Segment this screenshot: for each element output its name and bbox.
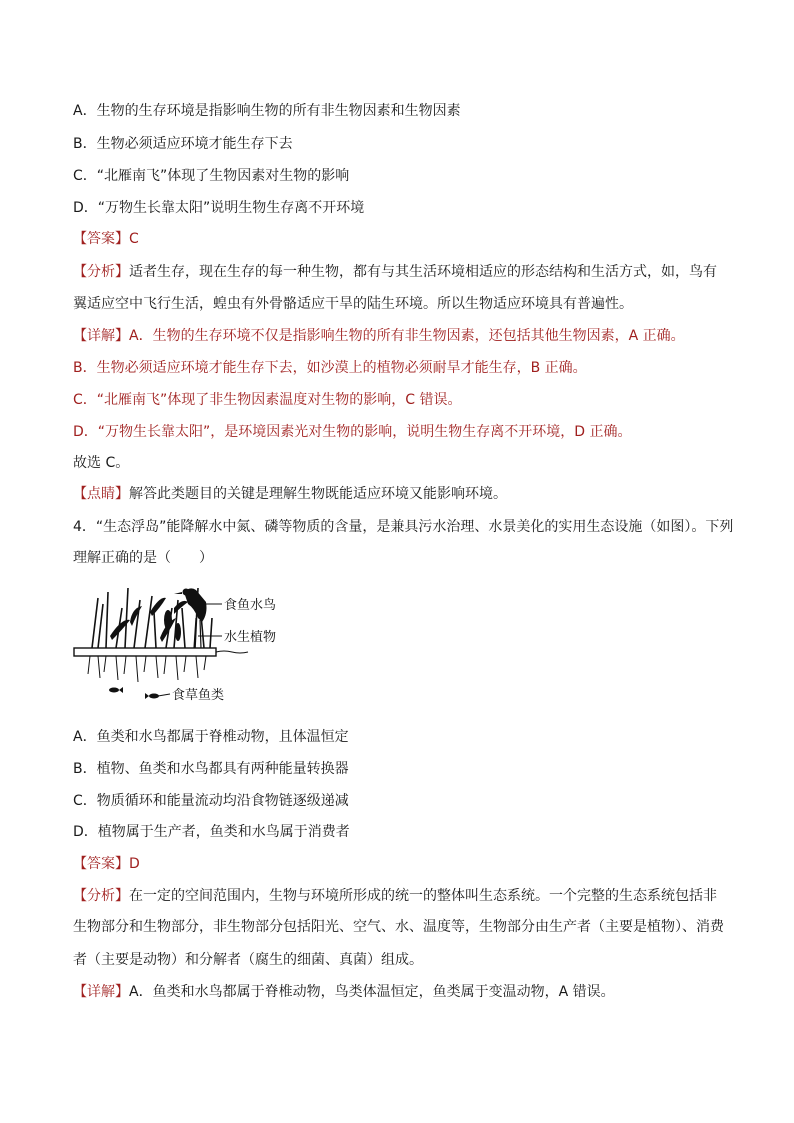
label-aquatic-plant: 水生植物 <box>224 630 277 645</box>
analysis-text: 在一定的空间范围内，生物与环境所形成的统一的整体叫生态系统。一个完整的生态系统包括非 <box>129 888 717 904</box>
q3-analysis-line1 <box>73 262 717 282</box>
q4-analysis-line2: 生物部分和生物部分，非生物部分包括阳光、空气、水、温度等，生物部分由生产者（主要是植物）、消费 <box>73 919 724 935</box>
roots <box>88 656 206 682</box>
q4-stem-line2: 理解正确的是（ ） <box>73 550 213 566</box>
q4-answer <box>73 854 140 874</box>
q3-detail-line2: B．生物必须适应环境才能生存下去，如沙漠上的植物必须耐旱才能生存，B 正确。 <box>73 360 587 376</box>
q3-option-a: A．生物的生存环境是指影响生物的所有非生物因素和生物因素 <box>73 103 461 119</box>
detail-text: A．生物的生存环境不仅是指影响生物的所有非生物因素，还包括其他生物因素，A 正确。 <box>129 328 685 344</box>
q4-option-c: C．物质循环和能量流动均沿食物链逐级递减 <box>73 793 349 809</box>
q3-option-b: B．生物必须适应环境才能生存下去 <box>73 136 293 152</box>
q4-stem-line1: 4．“生态浮岛”能降解水中氮、磷等物质的含量，是兼具污水治理、水景美化的实用生态设施（如图）。下列 <box>73 519 734 535</box>
floating-island-diagram <box>70 578 290 706</box>
detail-tag: 【详解】 <box>73 328 129 344</box>
label-fish-eating-bird: 食鱼水鸟 <box>224 598 277 613</box>
detail-text: A．鱼类和水鸟都属于脊椎动物，鸟类体温恒定，鱼类属于变温动物，A 错误。 <box>129 984 615 1000</box>
analysis-tag: 【分析】 <box>73 264 129 280</box>
q3-answer <box>73 229 139 249</box>
fish-figure <box>109 687 159 699</box>
answer-value: D <box>129 856 140 872</box>
answer-value: C <box>129 231 139 247</box>
label-herbivorous-fish: 食草鱼类 <box>172 688 225 703</box>
q3-note <box>73 484 507 504</box>
q4-analysis-line1 <box>73 886 717 906</box>
q3-detail-line4: D．“万物生长靠太阳”，是环境因素光对生物的影响，说明生物生存离不开环境，D 正确。 <box>73 424 632 440</box>
q4-option-b: B．植物、鱼类和水鸟都具有两种能量转换器 <box>73 761 349 777</box>
analysis-tag: 【分析】 <box>73 888 129 904</box>
q3-option-c: C．“北雁南飞”体现了生物因素对生物的影响 <box>73 168 350 184</box>
floating-platform <box>74 648 216 656</box>
answer-tag: 【答案】 <box>73 856 129 872</box>
q4-analysis-line3: 者（主要是动物）和分解者（腐生的细菌、真菌）组成。 <box>73 952 423 968</box>
water-surface <box>216 651 248 653</box>
q4-detail-line1 <box>73 982 615 1002</box>
floating-island-figure <box>70 578 290 706</box>
note-text: 解答此类题目的关键是理解生物既能适应环境又能影响环境。 <box>129 486 507 502</box>
q4-option-d: D．植物属于生产者，鱼类和水鸟属于消费者 <box>73 824 350 840</box>
q3-analysis-line2: 翼适应空中飞行生活，蝗虫有外骨骼适应干旱的陆生环境。所以生物适应环境具有普遍性。 <box>73 296 633 312</box>
q3-option-d: D．“万物生长靠太阳”说明生物生存离不开环境 <box>73 200 365 216</box>
note-tag: 【点睛】 <box>73 486 129 502</box>
q3-detail-line3: C．“北雁南飞”体现了非生物因素温度对生物的影响，C 错误。 <box>73 392 462 408</box>
answer-tag: 【答案】 <box>73 231 129 247</box>
q4-option-a: A．鱼类和水鸟都属于脊椎动物，且体温恒定 <box>73 729 349 745</box>
q3-detail-line1 <box>73 326 685 346</box>
analysis-text: 适者生存，现在生存的每一种生物，都有与其生活环境相适应的形态结构和生活方式，如，鸟有 <box>129 264 717 280</box>
q3-conclusion: 故选 C。 <box>73 455 130 471</box>
detail-tag: 【详解】 <box>73 984 129 1000</box>
